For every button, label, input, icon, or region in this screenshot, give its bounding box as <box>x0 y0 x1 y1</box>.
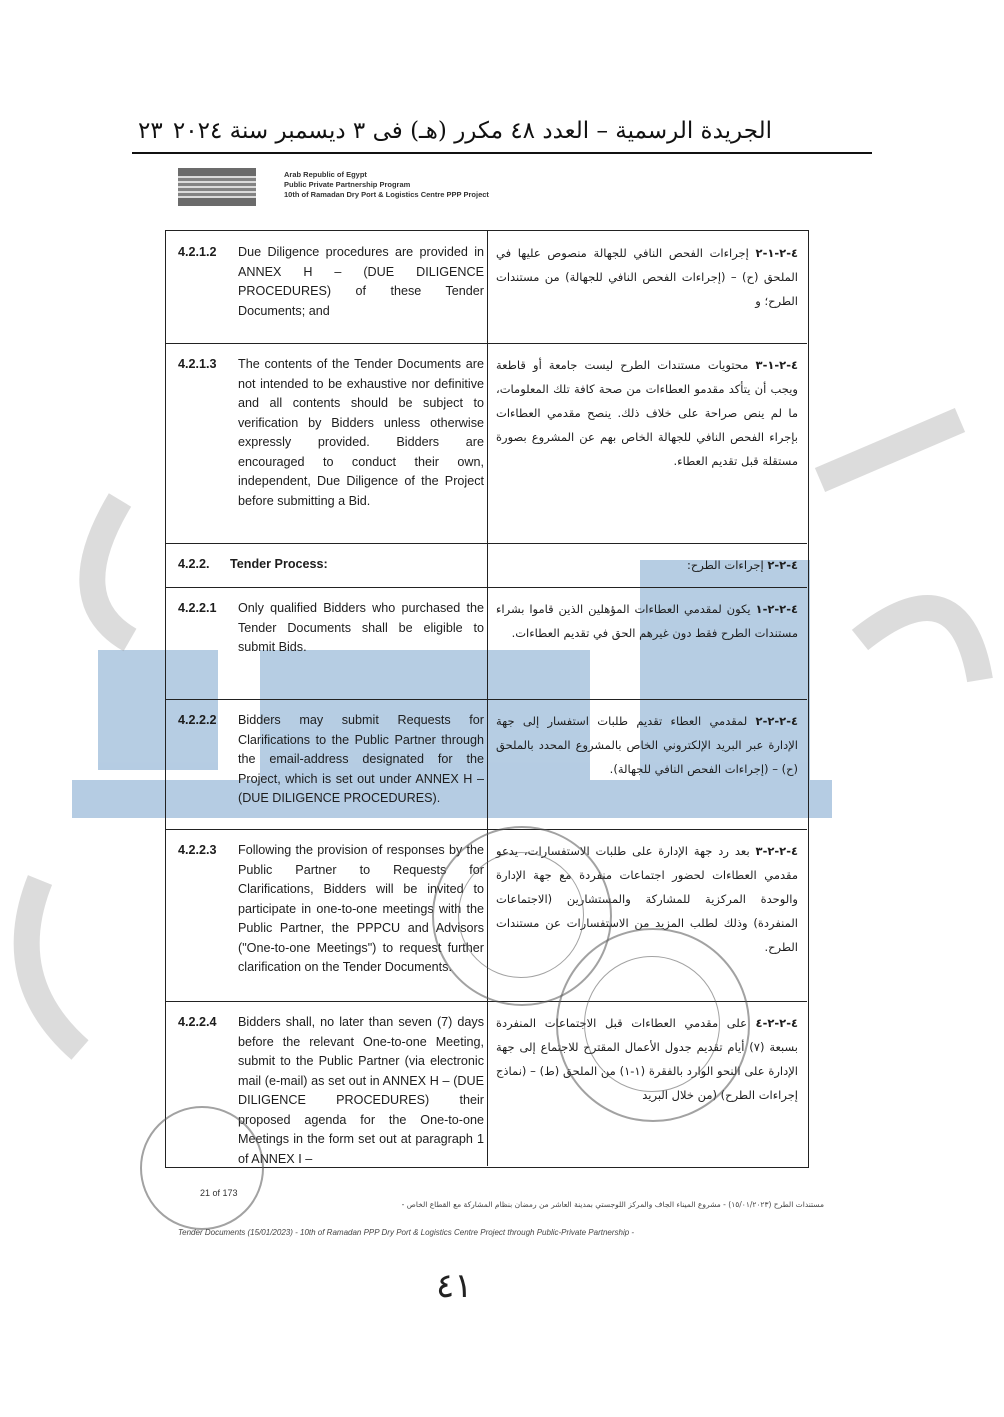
clause-text-ar: يكون لمقدمي العطاءات المؤهلين الذين قاموا بشراء مستندات الطرح فقط دون غيرهم الحق في تقديم العطاءات. <box>496 602 798 640</box>
gazette-header <box>132 112 872 152</box>
clause-text-en: Bidders may submit Requests for Clarifications to the Public Partner through the email-address designated for the Project, which is set out under ANNEX H – (DUE DILIGENCE PROCEDURES). <box>238 713 484 805</box>
official-seal-inner-ring <box>584 956 720 1092</box>
table-row <box>166 543 807 588</box>
footer-english: Tender Documents (15/01/2023) - 10th of Ramadan PPP Dry Port & Logistics Centre Project through Public-Private Partnership - <box>178 1228 635 1237</box>
clause-text-en: The contents of the Tender Documents are not intended to be exhaustive nor definitive and all contents should be subject to verification by Bidders unless otherwise expressly provided. Bidders are encouraged to conduct their own, independent, Due Diligence of the Project before submitting a Bid. <box>238 357 484 508</box>
table-row <box>166 343 807 544</box>
clause-text-en: Due Diligence procedures are provided in ANNEX H – (DUE DILIGENCE PROCEDURES) of these Tender Documents; and <box>238 245 484 318</box>
clause-number-ar: ٤-٢-٢-١ <box>755 602 798 616</box>
table-row <box>166 587 807 700</box>
clause-number-ar: ٤-٢-١-٣ <box>755 358 799 372</box>
clause-number: 4.2.2.3 <box>178 843 217 857</box>
clause-number: 4.2.2.2 <box>178 713 217 727</box>
meta-project: 10th of Ramadan Dry Port & Logistics Centre PPP Project <box>284 190 489 199</box>
clause-number: 4.2.1.3 <box>178 357 217 371</box>
clause-text-ar: إجراءات الطرح: <box>686 558 764 572</box>
official-seal-inner-ring <box>458 852 584 978</box>
gazette-title: الجريدة الرسمية – العدد ٤٨ مكرر (هـ) فى ٣ ديسمبر سنة ٢٠٢٤ <box>172 118 772 144</box>
clause-text-ar: لمقدمي العطاء تقديم طلبات استفسار إلى جهة الإدارة عبر البريد الإلكتروني الخاص بالمشروع المحدد بالملحق (ح) – (إجراءات الفحص النافي للجهالة). <box>496 714 798 776</box>
table-row <box>166 231 807 344</box>
table-row <box>166 699 807 830</box>
clause-number-ar: ٤-٢-١-٢ <box>755 246 799 260</box>
gazette-page-number: ٢٣ <box>138 118 163 144</box>
clause-ar <box>496 709 798 781</box>
handwritten-page-number: ٤١ <box>436 1266 473 1306</box>
clause-text-ar: محتويات مستندات الطرح ليست جامعة أو قاطعة ويجب أن يتأكد مقدمو العطاءات من صحة كافة تلك المعلومات، ما لم ينص صراحة على خلاف ذلك. ينصح مقدمي العطاءات بإجراء الفحص النافي للجهالة الخاص بهم عن المشروع بصورة مستقلة قبل تقديم العطاء. <box>496 358 798 468</box>
clause-number: 4.2.2.1 <box>178 601 217 615</box>
clause-text-ar: بعد رد جهة الإدارة على طلبات الاستفسارات، يدعو مقدمي العطاءات لحضور اجتماعات منفردة مع جهة الإدارة والوحدة المركزية للمشاركة والمستشارين (الاجتماعات المنفردة) وذلك لطلب المزيد من الاستفسارات عن مستندات الطرح. <box>496 844 798 954</box>
clause-text-en: Only qualified Bidders who purchased the Tender Documents shall be eligible to submit Bids. <box>238 601 484 654</box>
clause-text-en: Bidders shall, no later than seven (7) days before the relevant One-to-one Meeting, submit to the Public Partner (via electronic mail (e-mail) as set out in ANNEX H – (DUE DILIGENCE PROCEDURES) their proposed agenda for the One-to-one Meetings in the form set out at paragraph 1 of ANNEX I – <box>238 1015 484 1166</box>
document-meta <box>284 170 489 200</box>
clause-number-ar: ٤-٢-٢-٤ <box>755 1016 799 1030</box>
page-of-indicator: 21 of 173 <box>200 1188 238 1198</box>
clause-number: 4.2.1.2 <box>178 245 217 259</box>
meta-program: Public Private Partnership Program <box>284 180 411 189</box>
clause-text-en: Tender Process: <box>230 557 328 571</box>
clause-number: 4.2.2. <box>178 557 210 571</box>
meta-country: Arab Republic of Egypt <box>284 170 367 179</box>
clause-number: 4.2.2.4 <box>178 1015 217 1029</box>
clause-number-ar: ٤-٢-٢-٢ <box>755 714 799 728</box>
clause-text-ar: على مقدمي العطاءات قبل الاجتماعات المنفردة بسبعة (٧) أيام تقديم جدول الأعمال المقترح للاجتماع إلى جهة الإدارة على النحو الوارد بالفقرة (١-١) من الملحق (ط) – (نماذج إجراءات الطرح) (من خلال البريد <box>496 1016 798 1102</box>
official-seal-stamp <box>140 1106 264 1230</box>
clause-text-ar: إجراءات الفحص النافي للجهالة منصوص عليها في الملحق (ح) – (إجراءات الفحص النافي للجهالة) من مستندات الطرح؛ و <box>496 246 798 308</box>
clause-text-en: Following the provision of responses by the Public Partner to Requests for Clarifications, Bidders will be invited to participate in one-to-one meetings with the Public Partner, the PPPCU and Advisors ("One-to-one Meetings") to request further clarification on the Tender Documents. <box>238 843 484 974</box>
clause-ar <box>496 241 798 313</box>
footer-arabic: مستندات الطرح (١٥/٠١/٢٠٢٣) - مشروع الميناء الجاف والمركز اللوجستي بمدينة العاشر من رمضان بنظام المشاركة مع القطاع الخاص - <box>401 1200 824 1209</box>
clause-ar <box>496 597 798 645</box>
clause-ar <box>496 553 798 577</box>
clause-number-ar: ٤-٢-٢-٣ <box>755 844 798 858</box>
header-divider <box>132 152 872 154</box>
clause-number-ar: ٤-٢-٢ <box>767 558 798 572</box>
program-logo <box>178 168 256 206</box>
clause-ar <box>496 353 798 473</box>
